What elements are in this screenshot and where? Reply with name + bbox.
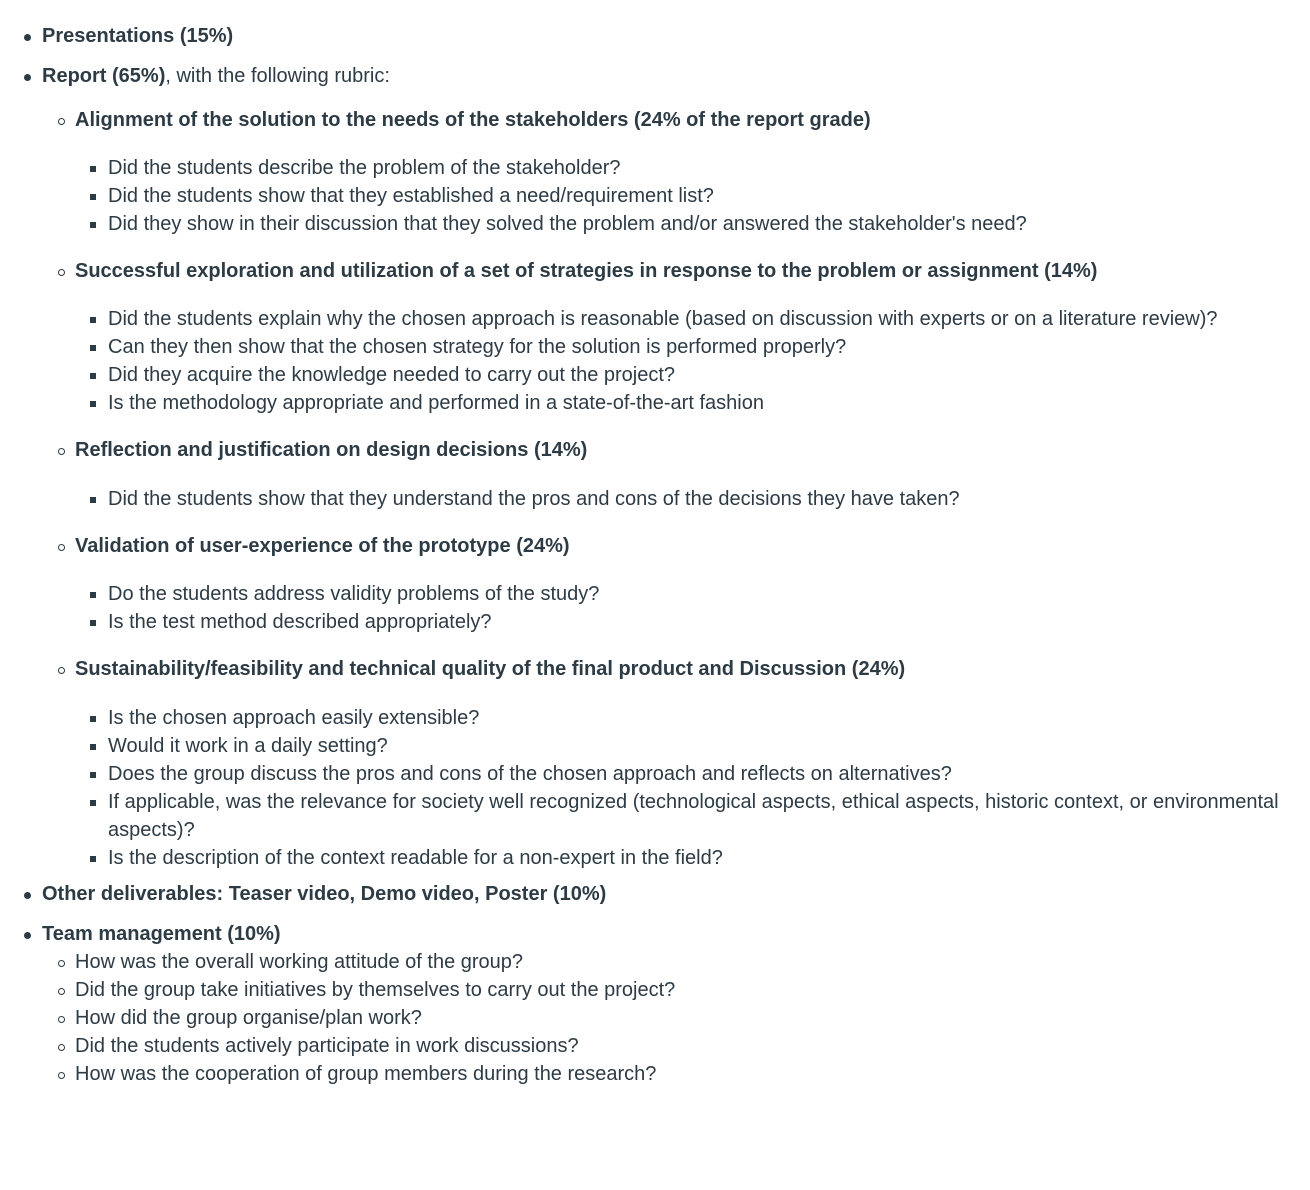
list-item: How was the overall working attitude of the group?: [42, 948, 1310, 976]
rubric-reflection: [42, 436, 1310, 513]
validation-title: Validation of user-experience of the prototype (24%): [75, 535, 570, 557]
team-management-label: Team management (10%): [42, 923, 281, 945]
alignment-title: Alignment of the solution to the needs of the stakeholders (24% of the report grade): [75, 109, 871, 131]
list-item: Did they acquire the knowledge needed to carry out the project?: [75, 361, 1310, 389]
list-item: Did the students describe the problem of the stakeholder?: [75, 154, 1310, 182]
list-item: Did the group take initiatives by themselves to carry out the project?: [42, 976, 1310, 1004]
list-item: Did the students show that they established a need/requirement list?: [75, 182, 1310, 210]
list-item: Can they then show that the chosen strategy for the solution is performed properly?: [75, 333, 1310, 361]
list-item: Is the description of the context readable for a non-expert in the field?: [75, 844, 1310, 872]
rubric-sustainability: [42, 655, 1310, 872]
reflection-title: Reflection and justification on design decisions (14%): [75, 439, 588, 461]
report-label: Report (65%): [42, 65, 166, 87]
list-item: Did the students explain why the chosen approach is reasonable (based on discussion with experts or on a literature review)?: [75, 305, 1310, 333]
list-item: Do the students address validity problems of the study?: [75, 580, 1310, 608]
alignment-questions: [75, 154, 1310, 238]
grading-list: [0, 22, 1310, 1088]
list-item: Did the students actively participate in work discussions?: [42, 1032, 1310, 1060]
exploration-title: Successful exploration and utilization of a set of strategies in response to the problem or assignment (14%): [75, 260, 1098, 282]
rubric-alignment: [42, 106, 1310, 238]
report-suffix: , with the following rubric:: [165, 65, 390, 87]
list-item-report: [0, 62, 1310, 872]
list-item: Does the group discuss the pros and cons of the chosen approach and reflects on alternatives?: [75, 760, 1310, 788]
presentations-label: Presentations (15%): [42, 25, 234, 47]
sustainability-title: Sustainability/feasibility and technical quality of the final product and Discussion (24%): [75, 658, 906, 680]
list-item: How was the cooperation of group members during the research?: [42, 1060, 1310, 1088]
list-item: Is the test method described appropriately?: [75, 608, 1310, 636]
sustainability-questions: [75, 704, 1310, 872]
list-item: Did they show in their discussion that they solved the problem and/or answered the stakeholder's need?: [75, 210, 1310, 238]
list-item: Would it work in a daily setting?: [75, 732, 1310, 760]
rubric-exploration: [42, 257, 1310, 417]
list-item-other-deliverables: [0, 880, 1310, 908]
report-rubric-list: [42, 106, 1310, 872]
exploration-questions: [75, 305, 1310, 417]
other-deliverables-label: Other deliverables: Teaser video, Demo video, Poster (10%): [42, 883, 607, 905]
rubric-validation: [42, 532, 1310, 636]
reflection-questions: [75, 485, 1310, 513]
list-item: Is the methodology appropriate and performed in a state-of-the-art fashion: [75, 389, 1310, 417]
team-questions: [42, 948, 1310, 1088]
list-item-team-management: [0, 920, 1310, 1088]
list-item: Did the students show that they understand the pros and cons of the decisions they have taken?: [75, 485, 1310, 513]
list-item: If applicable, was the relevance for society well recognized (technological aspects, ethical aspects, historic context, or environmental aspects)?: [75, 788, 1308, 844]
list-item: How did the group organise/plan work?: [42, 1004, 1310, 1032]
list-item: Is the chosen approach easily extensible?: [75, 704, 1310, 732]
validation-questions: [75, 580, 1310, 636]
list-item-presentations: [0, 22, 1310, 50]
